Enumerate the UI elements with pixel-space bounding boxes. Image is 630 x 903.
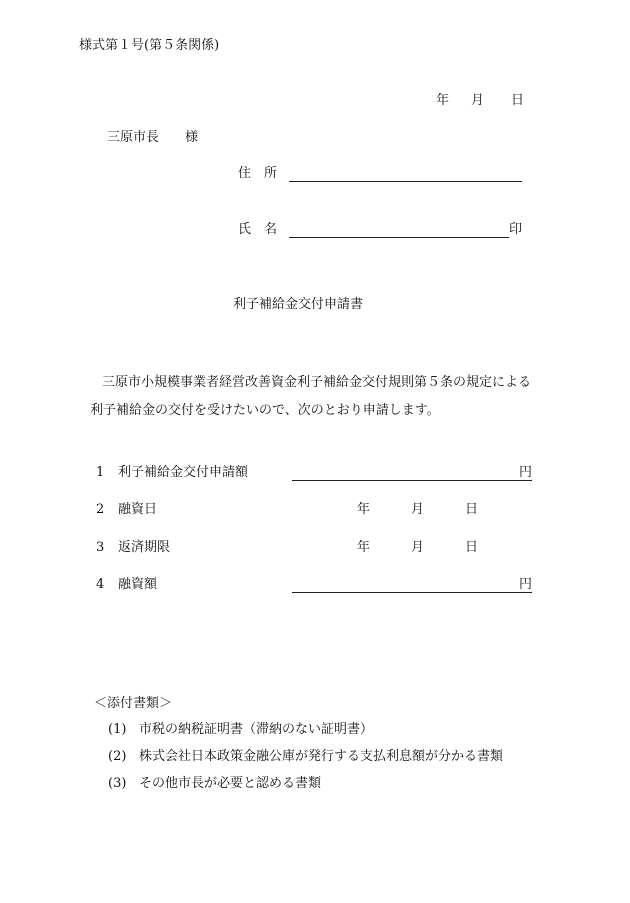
- year-label: 年: [357, 502, 371, 517]
- month-label: 月: [411, 540, 425, 555]
- name-field[interactable]: [289, 237, 509, 238]
- seal-mark: 印: [509, 222, 523, 237]
- body-line-2: 利子補給金の交付を受けたいので、次のとおり申請します。: [90, 403, 440, 418]
- attachment-number: (1): [108, 722, 127, 737]
- attachment-number: (2): [108, 749, 127, 764]
- body-line-1: 三原市小規模事業者経営改善資金利子補給金交付規則第５条の規定による: [102, 375, 532, 390]
- address-label: 住 所: [238, 166, 278, 181]
- attachment-text: 市税の納税証明書（滞納のない証明書）: [139, 722, 374, 737]
- attachment-number: (3): [108, 776, 127, 791]
- item-number: 2: [96, 502, 105, 517]
- year-label: 年: [357, 540, 371, 555]
- addressee-honorific: 様: [185, 130, 199, 145]
- month-label: 月: [411, 502, 425, 517]
- day-label: 日: [465, 540, 479, 555]
- attachment-text: 株式会社日本政策金融公庫が発行する支払利息額が分かる書類: [139, 749, 504, 764]
- item-label: 利子補給金交付申請額: [118, 465, 249, 480]
- item-label: 融資額: [118, 577, 158, 592]
- document-title: 利子補給金交付申請書: [233, 297, 364, 312]
- item-label: 返済期限: [118, 540, 171, 555]
- date-year: 年: [436, 93, 450, 108]
- date-month: 月: [471, 93, 485, 108]
- loan-amount-field[interactable]: [292, 592, 532, 593]
- yen-suffix: 円: [519, 465, 533, 480]
- date-day: 日: [511, 93, 525, 108]
- amount-field[interactable]: [292, 480, 532, 481]
- yen-suffix: 円: [519, 577, 533, 592]
- addressee-name: 三原市長: [107, 130, 160, 145]
- address-field[interactable]: [289, 181, 522, 182]
- item-label: 融資日: [118, 502, 158, 517]
- item-number: 4: [96, 577, 105, 592]
- attachments-heading: ＜添付書類＞: [94, 696, 173, 711]
- form-number: 様式第１号(第５条関係): [79, 38, 220, 53]
- day-label: 日: [465, 502, 479, 517]
- name-label: 氏 名: [238, 222, 278, 237]
- item-number: 3: [96, 540, 105, 555]
- item-number: 1: [96, 465, 105, 480]
- attachment-text: その他市長が必要と認める書類: [139, 776, 322, 791]
